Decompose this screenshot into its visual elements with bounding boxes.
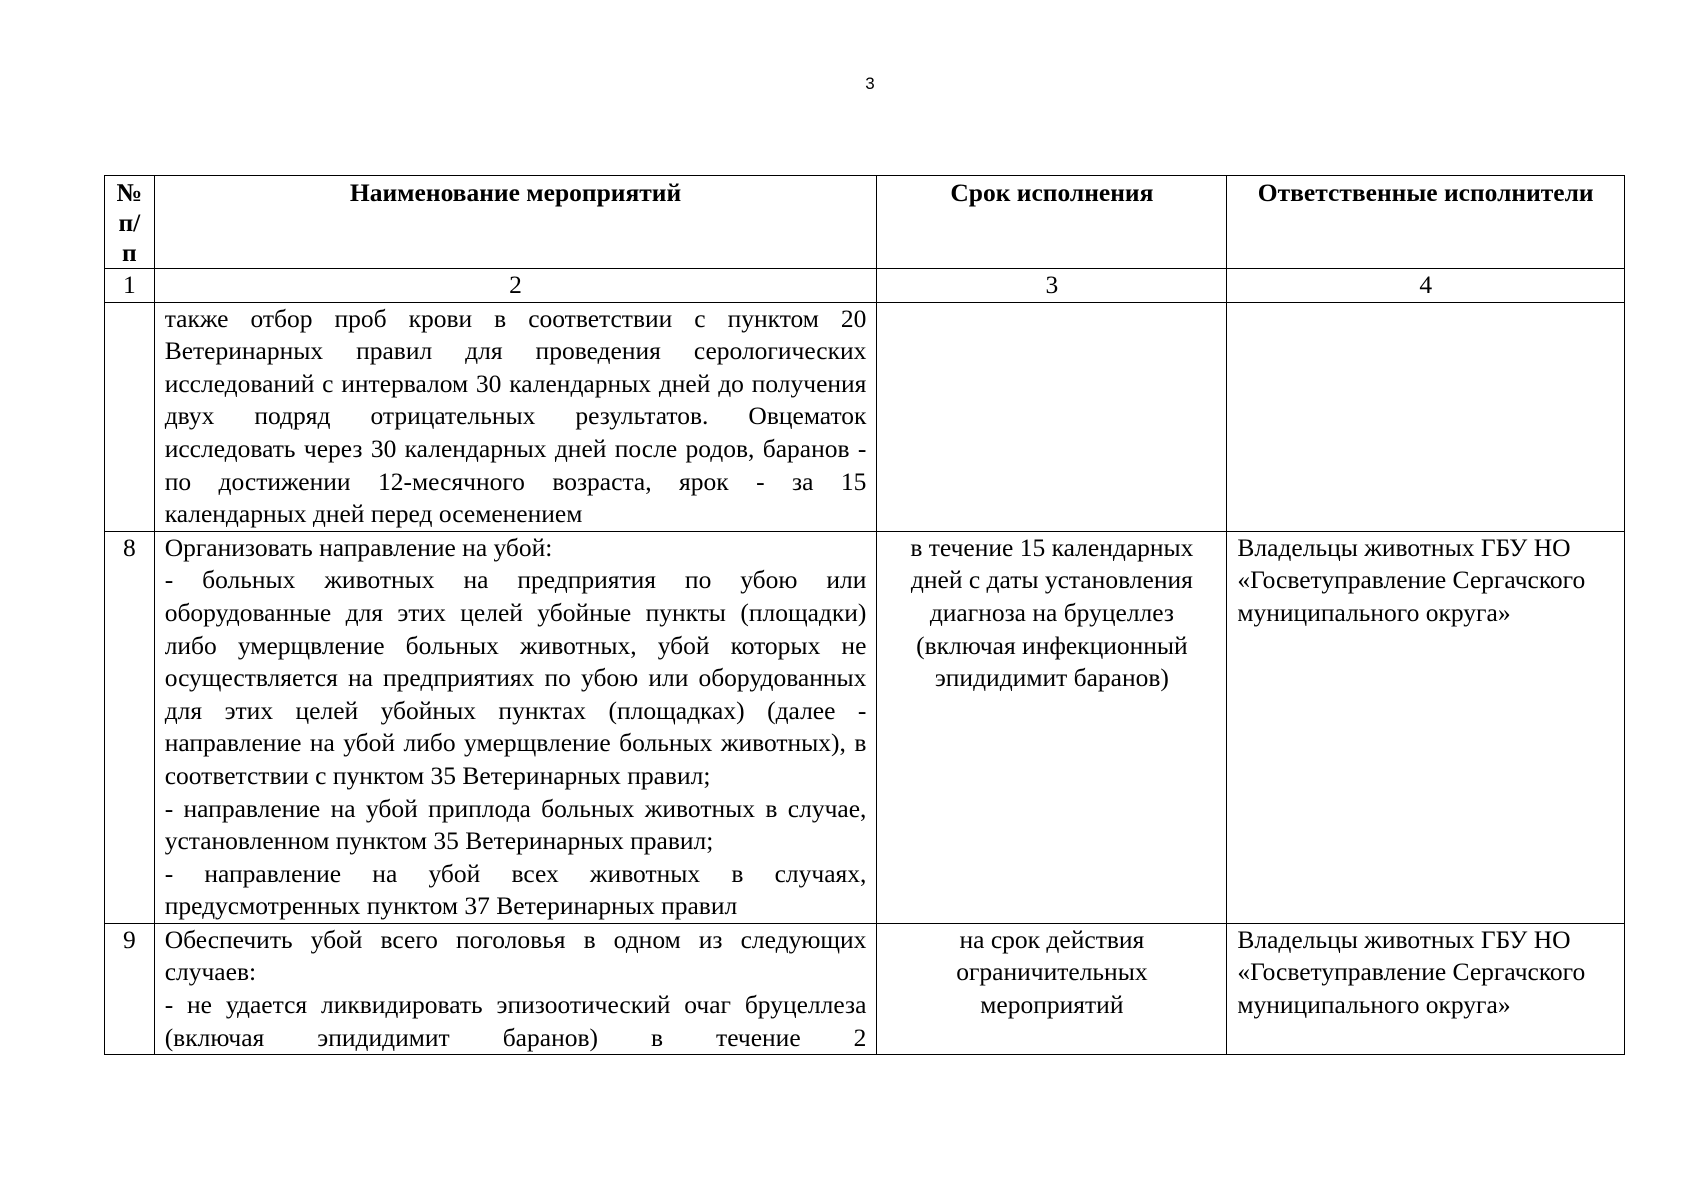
measure-paragraph: Организовать направление на убой:	[164, 532, 553, 562]
measure-paragraph: - направление на убой приплода больных животных в случае, установленном пунктом 35 Ветеринарных правил;	[164, 793, 867, 856]
measures-table	[104, 175, 1625, 1055]
table-row	[105, 302, 1625, 531]
table-header-row	[105, 176, 1625, 269]
header-deadline: Срок исполнения	[877, 176, 1227, 269]
deadline-text	[877, 302, 1227, 531]
row-number: 9	[105, 923, 155, 1054]
deadline-text: на срок действия ограничительных мероприятий	[877, 923, 1227, 1054]
page-number: 3	[865, 74, 875, 93]
measure-text	[154, 531, 877, 923]
measure-paragraph: - направление на убой всех животных в случаях, предусмотренных пунктом 37 Ветеринарных правил	[164, 858, 867, 921]
measure-text	[154, 302, 877, 531]
measure-text	[154, 923, 877, 1054]
deadline-text: в течение 15 календарных дней с даты установления диагноза на бруцеллез (включая инфекционный эпидидимит баранов)	[877, 531, 1227, 923]
column-index: 1	[105, 269, 155, 303]
column-index: 2	[154, 269, 877, 303]
measure-paragraph: Обеспечить убой всего поголовья в одном из следующих случаев:	[164, 924, 867, 987]
header-measure-name: Наименование мероприятий	[154, 176, 877, 269]
row-number	[105, 302, 155, 531]
responsible-text: Владельцы животных ГБУ НО «Госветуправление Сергачского муниципального округа»	[1227, 923, 1625, 1054]
column-index-row	[105, 269, 1625, 303]
measure-paragraph: - не удается ликвидировать эпизоотический очаг бруцеллеза (включая эпидидимит баранов) в течение 2	[164, 990, 867, 1052]
header-number: № п/п	[105, 176, 155, 269]
responsible-text	[1227, 302, 1625, 531]
responsible-text: Владельцы животных ГБУ НО «Госветуправление Сергачского муниципального округа»	[1227, 531, 1625, 923]
measure-paragraph: также отбор проб крови в соответствии с пунктом 20 Ветеринарных правил для проведения серологических исследований с интервалом 30 календарных дней до получения двух подряд отрицательных результатов. Овцематок исследовать через 30 календарных дней после родов, баранов - по достижении 12-месячного возраста, ярок - за 15 календарных дней перед осеменением	[164, 303, 867, 529]
table-row	[105, 531, 1625, 923]
header-responsible: Ответственные исполнители	[1227, 176, 1625, 269]
column-index: 3	[877, 269, 1227, 303]
table-row	[105, 923, 1625, 1054]
column-index: 4	[1227, 269, 1625, 303]
row-number: 8	[105, 531, 155, 923]
measure-paragraph: - больных животных на предприятия по убою или оборудованные для этих целей убойные пункты (площадки) либо умерщвление больных животных, убой которых не осуществляется на предприятиях по убою или оборудованных для этих целей убойных пунктах (площадках) (далее - направление на убой либо умерщвление больных животных), в соответствии с пунктом 35 Ветеринарных правил;	[164, 565, 867, 790]
